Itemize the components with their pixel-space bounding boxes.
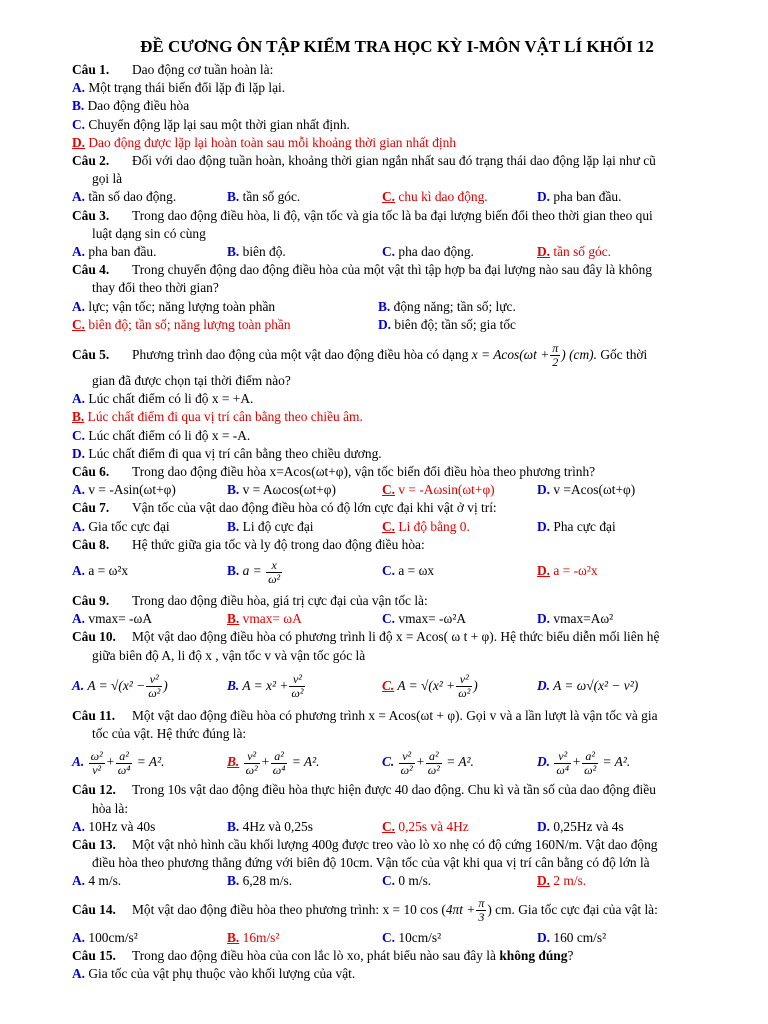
option-a [72,554,227,588]
options-row [72,669,732,703]
fraction [550,342,560,369]
question-number: Câu 7. [72,500,110,516]
question-text-continued: hòa là: [92,800,129,816]
option-c-correct [72,316,378,334]
question-14 [72,893,732,927]
option-b [227,188,382,206]
denominator: 3 [478,909,485,924]
option-letter: D. [537,873,551,889]
option-letter: C. [382,563,396,579]
options-row [72,316,732,334]
option-letter: B. [227,611,240,627]
option-letter: D. [378,316,392,332]
question-3 [72,207,732,225]
option-letter: C. [72,316,86,332]
fraction [244,750,260,777]
option-a: A. $\frac{\text{ω²}}{\text{v²}}$ + $\frac{\text{a²}}{\text{ω⁴}}$ = A². [72,748,165,777]
numerator: a² [426,750,442,764]
fraction [289,673,305,700]
option-c: C. $\frac{\text{v²}}{\text{ω²}}$ + $\frac{\text{a²}}{\text{ω²}}$ = A². [382,748,474,777]
option-text: 6,28 m/s. [242,873,293,889]
option-text: Chuyển động lặp lại sau một thời gian nhất định. [88,116,350,132]
option-text: 2 m/s. [553,873,587,889]
fraction [399,750,415,777]
option-a [72,390,732,408]
question-text: Trong chuyển động dao động điều hòa của một vật thì tập hợp ba đại lượng nào sau đây là không [132,262,653,278]
document-title: ĐỀ CƯƠNG ÔN TẬP KIỂM TRA HỌC KỲ I-MÔN VẬT LÍ KHỐI 12 [140,37,654,56]
numerator: v² [146,673,162,687]
option-text: 4 m/s. [88,873,122,889]
option-b [378,298,516,316]
option-c-correct: C. A = √(x² + $\frac{\text{v²}}{\text{ω²}}$ ) [382,672,478,701]
question-text-after: ) cm. Gia tốc cực đại của vật là: [487,901,658,917]
option-letter: C. [382,754,395,770]
option-b [72,97,732,115]
option-letter: C. [72,427,86,443]
question-number: Câu 5. [72,347,110,363]
option-letter: A. [72,611,86,627]
numerator: v² [399,750,415,764]
option-letter: A. [72,518,86,534]
option-letter: B. [227,563,240,579]
question-number: Câu 6. [72,464,110,480]
option-letter: A. [72,244,86,260]
question-text-continued: luật dạng sin có cùng [92,225,206,241]
option-text: vmax= -ω²A [398,611,466,627]
question-number: Câu 10. [72,629,116,645]
option-a [72,298,378,316]
option-text: Lúc chất điểm đi qua vị trí cân bằng theo chiều dương. [88,445,382,461]
option-d [537,818,624,836]
option-text: động năng; tần số; lực. [393,298,516,314]
option-text: Pha cực đại [553,518,616,534]
option-text: vmax= ωA [242,611,302,627]
option-text: A = ω√(x² − v²) [553,677,639,693]
option-text: 160 cm/s² [553,929,607,945]
option-b-correct: B. $\frac{\text{v²}}{\text{ω²}}$ + $\frac{\text{a²}}{\text{ω⁴}}$ = A². [227,748,320,777]
options-row [72,745,732,779]
option-a: A. A = √(x² − $\frac{\text{v²}}{\text{ω²}}$ ) [72,672,168,701]
options-row [72,481,732,499]
option-d-correct [537,243,611,261]
question-number: Câu 1. [72,62,110,77]
option-letter: C. [382,611,396,627]
numerator: a² [271,750,288,764]
numerator: v² [244,750,260,764]
option-letter: B. [227,518,240,534]
option-d [537,481,635,499]
option-letter: B. [227,818,240,834]
option-d [537,669,638,703]
question-12 [72,781,732,799]
option-letter: D. [537,611,551,627]
option-c-correct [382,518,537,536]
option-letter: B. [378,298,391,314]
question-text-continued: gian đã được chọn tại thời điểm nào? [92,373,291,389]
option-d [537,188,621,206]
option-a [72,872,227,890]
question-text-continued: gọi là [92,171,123,187]
denominator: ω⁴ [556,762,570,777]
question-7 [72,499,732,517]
question-number: Câu 2. [72,153,110,169]
option-a [72,188,227,206]
option-letter: C. [382,244,396,260]
option-letter: A. [72,189,86,205]
option-b [227,481,382,499]
option-letter: A. [72,929,86,945]
fraction [146,673,162,700]
option-letter: A. [72,873,86,889]
option-text: tần số góc. [553,244,612,260]
option-a [72,243,227,261]
option-letter: C. [72,116,86,132]
option-d: D. $\frac{\text{v²}}{\text{ω⁴}}$ + $\frac{\text{a²}}{\text{ω²}}$ = A². [537,748,631,777]
options-row [72,818,732,836]
option-d [537,518,616,536]
option-c-correct [382,481,537,499]
fraction [456,673,472,700]
option-letter: B. [227,677,240,693]
option-a [72,518,227,536]
equation [471,341,597,370]
equation-tail: ) (cm). [561,347,597,363]
question-number: Câu 15. [72,947,116,963]
question-2 [72,152,732,170]
equation-rhs: = A². [136,754,165,770]
question-10 [72,628,732,646]
question-11 [72,707,732,725]
question-number: Câu 14. [72,901,116,917]
fraction [89,750,105,777]
question-15 [72,947,732,965]
option-a [72,79,732,97]
equation-text: x = Acos(ωt + [471,347,550,363]
option-text: vmax=Aω² [553,611,614,627]
option-text: 10Hz và 40s [88,818,156,834]
options-row [72,188,732,206]
option-b [227,243,382,261]
option-letter: B. [72,98,85,114]
options-row [72,518,732,536]
option-letter: D. [72,134,86,150]
option-c [382,610,537,628]
question-text: Vận tốc của vật dao động điều hòa có độ lớn cực đại khi vật ở vị trí: [132,500,497,516]
option-text: a = -ω²x [553,563,598,579]
option-text: 0,25Hz và 4s [553,818,624,834]
option-a [72,610,227,628]
option-text: 0 m/s. [398,873,432,889]
question-text-after: Gốc thời [600,347,648,363]
option-text: biên độ; tần số; gia tốc [394,316,516,332]
option-text: vmax= -ωA [88,611,152,627]
denominator: ω² [427,762,440,777]
options-row [72,872,732,890]
numerator: ω² [90,748,103,763]
option-letter: A. [72,965,86,981]
options-row [72,243,732,261]
question-text-continued: tốc của vật. Hệ thức đúng là: [92,726,247,742]
option-b [227,518,382,536]
option-text: chu kì dao động. [398,189,488,205]
option-b-correct [227,929,382,947]
option-text: Dao động điều hòa [87,98,190,114]
option-letter: B. [227,929,240,945]
question-text: Trong dao động điều hòa x=Acos(ωt+φ), vận tốc biến đổi điều hòa theo phương trình? [132,464,596,480]
fraction [116,750,133,777]
option-c [382,243,537,261]
question-text: Trong dao động điều hòa của con lắc lò xo, phát biểu nào sau đây là [132,947,496,963]
option-a [72,965,732,983]
option-text: Lúc chất điểm có li độ x = -A. [88,427,251,443]
question-9 [72,592,732,610]
option-text: a = [242,563,266,579]
option-letter: C. [382,677,395,693]
option-text: Dao động được lặp lại hoàn toàn sau mỗi khoảng thời gian nhất định [88,134,457,150]
option-d-correct [537,872,586,890]
numerator: x [266,559,282,573]
option-letter: B. [227,189,240,205]
option-d-correct [72,134,732,152]
numerator: π [552,341,559,356]
question-number: Câu 9. [72,593,110,609]
question-number: Câu 3. [72,207,110,223]
option-b-correct [227,610,382,628]
option-text: 16m/s² [242,929,280,945]
question-text: Một vật dao động điều hòa có phương trình li độ x = Acos( ω t + φ). Hệ thức biểu diễn mối liên hệ [132,629,660,645]
option-letter: D. [537,189,551,205]
option-letter: D. [537,244,551,260]
option-text: pha dao động. [398,244,474,260]
question-6 [72,463,732,481]
options-row [72,554,732,588]
option-text: lực; vận tốc; năng lượng toàn phần [88,298,276,314]
option-letter: D. [537,818,551,834]
option-text: tần số dao động. [88,189,177,205]
denominator: v² [92,762,102,777]
equation-text: 4πt + [445,901,476,917]
option-letter: A. [72,80,86,96]
option-letter: B. [227,482,240,498]
question-text: Dao động cơ tuần hoàn là: [132,62,274,77]
equation-rhs: = A². [291,754,320,770]
option-letter: D. [537,518,551,534]
option-letter: C. [382,929,396,945]
option-c [382,554,537,588]
option-b [227,818,382,836]
question-number: Câu 13. [72,836,116,852]
option-d [537,929,606,947]
option-text: 10cm/s² [398,929,442,945]
option-letter: A. [72,818,86,834]
option-letter: D. [537,563,551,579]
option-text: tần số góc. [242,189,301,205]
option-letter: A. [72,298,86,314]
equation-rhs: = A². [602,754,631,770]
option-c-correct [382,818,537,836]
question-text-continued: điều hòa theo phương thẳng đứng với biên độ 10cm. Vận tốc của vật khi qua vị trí cân bằng có độ lớn là [92,855,650,871]
option-text: v =Acos(ωt+φ) [553,482,636,498]
question-text: Đối với dao động tuần hoàn, khoảng thời gian ngắn nhất sau đó trạng thái dao động lặp lại như cũ [132,153,656,169]
option-text: Lúc chất điểm đi qua vị trí cân bằng theo chiều âm. [87,409,363,425]
option-d [378,316,516,334]
numerator: a² [582,750,598,764]
denominator: ω² [148,686,161,701]
question-mark: ? [567,947,574,963]
option-letter: A. [72,482,86,498]
option-text: A = x² + [242,677,289,693]
option-text: pha ban đầu. [553,189,622,205]
denominator: ω² [245,762,258,777]
option-letter: A. [72,391,86,407]
option-c [72,427,732,445]
question-number: Câu 11. [72,707,116,723]
option-letter: D. [537,482,551,498]
option-a [72,481,227,499]
options-row [72,610,732,628]
option-text: A = √(x² + [397,677,456,693]
option-a [72,818,227,836]
question-8 [72,536,732,554]
fraction [426,750,442,777]
option-text: pha ban đầu. [88,244,157,260]
question-text: Một vật dao động điều hòa có phương trình x = Acos(ωt + φ). Gọi v và a lần lượt là vận tốc và gia [132,707,658,723]
option-text: a = ω²x [88,563,129,579]
question-13 [72,836,732,854]
question-text: Trong dao động điều hòa, li độ, vận tốc và gia tốc là ba đại lượng biến đổi theo thời gian theo qui [132,207,653,223]
question-text: Hệ thức giữa gia tốc và ly độ trong dao động điều hòa: [132,536,425,552]
option-c [72,116,732,134]
option-text: 0,25s và 4Hz [398,818,469,834]
option-d-correct [537,554,598,588]
question-1 [72,61,732,79]
option-letter: B. [227,754,240,770]
option-c [382,929,537,947]
denominator: ω² [268,571,281,586]
option-text: v = -Asin(ωt+φ) [88,482,176,498]
denominator: ω⁴ [272,762,286,777]
question-text: Trong dao động điều hòa, giá trị cực đại của vận tốc là: [132,593,428,609]
option-text: Gia tốc cực đại [88,518,170,534]
option-text: A = √(x² − [87,677,146,693]
option-letter: C. [382,818,396,834]
option-letter: B. [227,873,240,889]
option-b-correct [72,408,732,426]
question-4 [72,261,732,279]
option-c-correct [382,188,537,206]
option-letter: B. [72,409,85,425]
denominator: ω² [458,686,471,701]
numerator: v² [289,673,305,687]
question-number: Câu 8. [72,536,110,552]
question-5 [72,338,732,372]
numerator: π [478,895,485,910]
fraction [266,559,282,586]
option-b [227,872,382,890]
question-text: Một vật dao động điều hòa theo phương trình: x = 10 cos ( [132,901,446,917]
option-text: biên độ; tần số; năng lượng toàn phần [88,316,291,332]
denominator: ω² [291,686,304,701]
option-text: Lúc chất điểm có li độ x = +A. [88,391,254,407]
option-text: Gia tốc của vật phụ thuộc vào khối lượng của vật. [88,965,356,981]
options-row [72,929,732,947]
option-b [227,554,382,588]
option-text: Li độ bằng 0. [398,518,470,534]
option-text: 100cm/s² [88,929,138,945]
option-b [227,669,382,703]
option-letter: D. [72,445,86,461]
question-text: Trong 10s vật dao động điều hòa thực hiện được 40 dao động. Chu kì và tần số của dao động điều [132,782,656,798]
question-text: Một vật nhỏ hình cầu khối lượng 400g được treo vào lò xo nhẹ có độ cứng 160N/m. Vật dao động [132,836,658,852]
question-text: Phương trình dao động của một vật dao động điều hòa có dạng [132,347,469,363]
option-text: Li độ cực đại [242,518,314,534]
option-letter: C. [382,518,396,534]
option-letter: D. [537,929,551,945]
option-text: Một trạng thái biến đổi lặp đi lặp lại. [88,80,286,96]
numerator: v² [456,673,472,687]
option-letter: A. [72,677,85,693]
numerator: v² [554,750,571,764]
equation-rhs: = A². [446,754,474,770]
option-letter: C. [382,482,396,498]
option-text: a = ωx [398,563,435,579]
option-letter: D. [537,677,551,693]
option-text: 4Hz và 0,25s [242,818,313,834]
option-text: v = -Aωsin(ωt+φ) [398,482,495,498]
fraction [476,897,486,924]
option-letter: C. [382,189,396,205]
option-text: biên độ. [242,244,286,260]
numerator: a² [116,750,133,764]
option-text: v = Aωcos(ωt+φ) [242,482,336,498]
option-d [72,445,732,463]
fraction [554,750,571,777]
option-letter: C. [382,873,396,889]
denominator: ω⁴ [117,762,131,777]
option-c [382,872,537,890]
emphasis-text: không đúng [499,947,568,963]
denominator: 2 [552,355,559,370]
question-text-continued: giữa biên độ A, li độ x , vận tốc v và vận tốc góc là [92,647,366,663]
denominator: ω² [400,762,413,777]
option-letter: D. [537,754,551,770]
question-text-continued: thay đổi theo thời gian? [92,280,219,296]
fraction [271,750,288,777]
option-letter: A. [72,754,85,770]
option-a [72,929,227,947]
denominator: ω² [584,762,597,777]
question-number: Câu 12. [72,782,116,798]
options-row [72,298,732,316]
option-d [537,610,613,628]
option-letter: B. [227,244,240,260]
fraction [582,750,598,777]
question-number: Câu 4. [72,262,110,278]
option-letter: A. [72,563,86,579]
